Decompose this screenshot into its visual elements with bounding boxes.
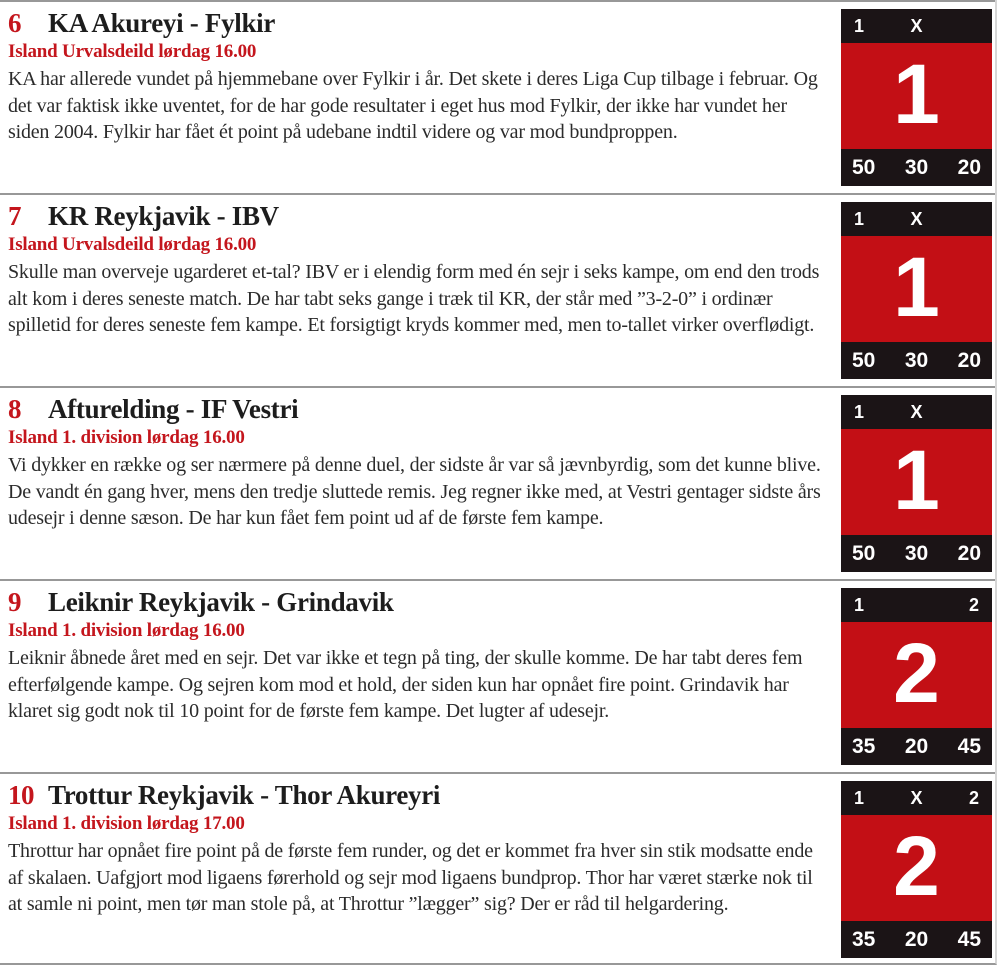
odds-box [841,9,992,186]
probability-away: 20 [957,348,981,372]
match-league: Island 1. division lørdag 16.00 [8,620,245,641]
match-title: KA Akureyi - Fylkir [48,8,276,38]
sign-away: 2 [969,787,980,808]
probability-home: 50 [852,348,876,372]
covered-signs-bar [841,9,992,43]
match-analysis: Leiknir åbnede året med en sejr. Det var ikke et tegn på ting, der skulle komme. De har tabt deres fem efterfølgende kampe. Og sejren kom mod et hold, der siden kun har opnået fire point. Grindavik har klaret sig godt nok til 10 point for de første fem kampe. Det lugter af udesejr. [8,647,803,723]
sign-home: 1 [854,594,865,615]
probability-home: 35 [852,734,876,758]
sign-draw: X [910,787,923,808]
probabilities-bar [841,535,992,572]
match-league: Island Urvalsdeild lørdag 16.00 [8,41,257,62]
match-row [0,772,995,965]
probabilities-bar [841,342,992,379]
sign-home: 1 [854,15,865,36]
match-title: Leiknir Reykjavik - Grindavik [48,587,394,617]
covered-signs-bar [841,781,992,815]
probabilities-bar [841,149,992,186]
match-league: Island Urvalsdeild lørdag 16.00 [8,234,257,255]
match-content [8,392,841,579]
match-row [0,579,995,772]
probability-away: 45 [957,734,981,758]
match-row [0,386,995,579]
probabilities-bar [841,921,992,958]
probability-away: 20 [957,541,981,565]
main-tip: 1 [841,236,992,342]
match-row [0,193,995,386]
odds-box [841,202,992,379]
probabilities-bar [841,728,992,765]
main-tip: 2 [841,622,992,728]
match-title-line [8,8,827,39]
sign-home: 1 [854,787,865,808]
probability-draw: 30 [904,541,929,565]
odds-box [841,395,992,572]
match-analysis: KA har allerede vundet på hjemmebane over Fylkir i år. Det skete i deres Liga Cup tilbage i februar. Og det var faktisk ikke uventet, for de har gode resultater i eget hus mod Fylkir, der ikke har vundet her siden 2004. Fylkir har fået ét point på udebane indtil videre og var mod bundproppen. [8,68,818,144]
match-content [8,6,841,193]
main-tip: 2 [841,815,992,921]
probability-home: 50 [852,155,876,179]
sign-draw: X [910,208,923,229]
covered-signs-bar [841,395,992,429]
match-title-line [8,201,827,232]
sign-draw: X [910,401,923,422]
odds-box [841,588,992,765]
match-league: Island 1. division lørdag 17.00 [8,813,245,834]
match-title: Afturelding - IF Vestri [48,394,299,424]
match-number: 8 [8,394,21,424]
covered-signs-bar [841,588,992,622]
sign-home: 1 [854,401,865,422]
match-title-line [8,780,827,811]
match-number: 6 [8,8,21,38]
main-tip: 1 [841,429,992,535]
odds-box [841,781,992,958]
probability-draw: 30 [904,155,929,179]
main-tip: 1 [841,43,992,149]
match-content [8,778,841,965]
probability-away: 20 [957,155,981,179]
match-title: Trottur Reykjavik - Thor Akureyri [48,780,441,810]
match-analysis: Throttur har opnået fire point på de første fem runder, og det er kommet fra hver sin stik modsatte ende af skalaen. Uafgjort mod ligaens førerhold og sejr mod ligaens bundprop. Thor har været stærke nok til at samle ni point, men tør man stole på, at Throttur ”lægger” sig? Der er råd til helgardering. [8,840,813,916]
match-title-line [8,394,827,425]
match-number: 9 [8,587,21,617]
probability-draw: 20 [904,927,929,951]
probability-home: 50 [852,541,876,565]
match-row [0,0,995,193]
match-number: 10 [8,780,34,810]
match-title-line [8,587,827,618]
match-content [8,199,841,386]
match-title: KR Reykjavik - IBV [48,201,279,231]
match-analysis: Skulle man overveje ugarderet et-tal? IBV er i elendig form med én sejr i seks kampe, om end den trods alt kom i deres seneste match. De har tabt seks gange i træk til KR, der står med ”3-2-0” i ordinær spilletid for deres seneste fem kampe. Et forsigtigt kryds kommer med, men to-tallet virker overflødigt. [8,261,820,337]
match-content [8,585,841,772]
match-analysis: Vi dykker en række og ser nærmere på denne duel, der sidste år var så jævnbyrdig, som det kunne blive. De vandt én gang hver, mens den tredje sluttede remis. Jeg regner ikke med, at Vestri gentager sidste års udesejr i denne sæson. De har kun fået fem point ud af de første fem kampe. [8,454,821,530]
probability-away: 45 [957,927,981,951]
match-league: Island 1. division lørdag 16.00 [8,427,245,448]
probability-draw: 20 [904,734,929,758]
probability-draw: 30 [904,348,929,372]
sign-away: 2 [969,594,980,615]
covered-signs-bar [841,202,992,236]
sign-home: 1 [854,208,865,229]
probability-home: 35 [852,927,876,951]
match-number: 7 [8,201,21,231]
sign-draw: X [910,15,923,36]
